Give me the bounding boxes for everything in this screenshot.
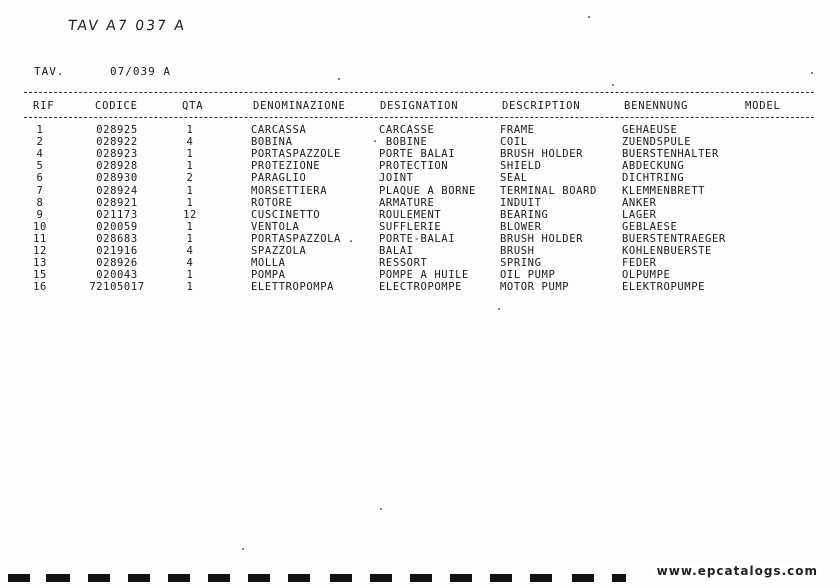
- cell-rif: 2: [36, 136, 44, 148]
- scan-speck: [612, 84, 614, 86]
- cell-codice: 028928: [96, 160, 138, 172]
- scan-speck: [338, 78, 340, 80]
- cell-qta: 4: [186, 136, 194, 148]
- cell-benennung: OLPUMPE: [622, 269, 671, 281]
- cell-rif: 13: [33, 257, 47, 269]
- cell-rif: 11: [33, 233, 47, 245]
- cell-rif: 15: [33, 269, 47, 281]
- cell-description: BRUSH HOLDER: [500, 148, 584, 160]
- header-description: DESCRIPTION: [502, 100, 581, 112]
- cell-codice: 028930: [96, 172, 138, 184]
- scan-speck: [242, 548, 244, 550]
- table-row: [0, 124, 840, 136]
- cell-description: BEARING: [500, 209, 549, 221]
- cell-qta: 1: [186, 221, 194, 233]
- table-row: [0, 136, 840, 148]
- watermark-text: www.epcatalogs.com: [653, 564, 822, 578]
- cell-benennung: ABDECKUNG: [622, 160, 685, 172]
- cell-denominazione: SPAZZOLA: [251, 245, 307, 257]
- cell-qta: 1: [186, 197, 194, 209]
- cell-benennung: ANKER: [622, 197, 657, 209]
- header-benennung: BENENNUNG: [624, 100, 689, 112]
- cell-benennung: ELEKTROPUMPE: [622, 281, 706, 293]
- cell-codice: 020043: [96, 269, 138, 281]
- header-rif: RIF: [33, 100, 55, 112]
- cell-qta: 1: [186, 148, 194, 160]
- cell-designation: ELECTROPOMPE: [379, 281, 463, 293]
- cell-designation: PORTE-BALAI: [379, 233, 456, 245]
- table-row: [0, 245, 840, 257]
- table-row: [0, 257, 840, 269]
- cell-denominazione: PORTASPAZZOLE: [251, 148, 341, 160]
- header-model: MODEL: [745, 100, 781, 112]
- cell-designation: JOINT: [379, 172, 414, 184]
- header-denominazione: DENOMINAZIONE: [253, 100, 346, 112]
- cell-designation: PLAQUE A BORNE: [379, 185, 476, 197]
- cell-codice: 72105017: [89, 281, 145, 293]
- cell-rif: 9: [36, 209, 44, 221]
- cell-denominazione: ELETTROPOMPA: [251, 281, 335, 293]
- header-qta: QTA: [182, 100, 204, 112]
- cell-qta: 1: [186, 281, 194, 293]
- header-designation: DESIGNATION: [380, 100, 459, 112]
- table-row: [0, 197, 840, 209]
- scan-speck: [498, 308, 500, 310]
- cell-codice: 028924: [96, 185, 138, 197]
- cell-qta: 12: [183, 209, 197, 221]
- cell-description: SPRING: [500, 257, 542, 269]
- cell-denominazione: MOLLA: [251, 257, 286, 269]
- cell-codice: 021173: [96, 209, 138, 221]
- cell-denominazione: ROTORE: [251, 197, 293, 209]
- cell-rif: 4: [36, 148, 44, 160]
- scan-speck: [811, 72, 813, 74]
- cell-qta: 4: [186, 257, 194, 269]
- cell-qta: 1: [186, 185, 194, 197]
- cell-benennung: KLEMMENBRETT: [622, 185, 706, 197]
- cell-benennung: LAGER: [622, 209, 657, 221]
- cell-designation: ROULEMENT: [379, 209, 442, 221]
- cell-designation: SUFFLERIE: [379, 221, 442, 233]
- cell-benennung: FEDER: [622, 257, 657, 269]
- cell-denominazione: VENTOLA: [251, 221, 300, 233]
- cell-benennung: BUERSTENHALTER: [622, 148, 719, 160]
- cell-designation: ARMATURE: [379, 197, 435, 209]
- cell-denominazione: CARCASSA: [251, 124, 307, 136]
- cell-description: MOTOR PUMP: [500, 281, 570, 293]
- cell-denominazione: PROTEZIONE: [251, 160, 321, 172]
- header-bottom-rule: [24, 117, 814, 118]
- cell-rif: 7: [36, 185, 44, 197]
- cell-designation: PORTE BALAI: [379, 148, 456, 160]
- table-row: [0, 172, 840, 184]
- scan-speck: [588, 16, 590, 18]
- cell-benennung: DICHTRING: [622, 172, 685, 184]
- cell-rif: 5: [36, 160, 44, 172]
- cell-denominazione: PARAGLIO: [251, 172, 307, 184]
- table-row: [0, 281, 840, 293]
- cell-codice: 020059: [96, 221, 138, 233]
- cell-qta: 2: [186, 172, 194, 184]
- table-row: [0, 209, 840, 221]
- cell-rif: 8: [36, 197, 44, 209]
- cell-description: OIL PUMP: [500, 269, 556, 281]
- table-row: [0, 185, 840, 197]
- cell-benennung: GEBLAESE: [622, 221, 678, 233]
- table-row: [0, 233, 840, 245]
- cell-rif: 16: [33, 281, 47, 293]
- table-row: [0, 148, 840, 160]
- cell-description: COIL: [500, 136, 528, 148]
- cell-rif: 12: [33, 245, 47, 257]
- table-row: [0, 160, 840, 172]
- cell-rif: 10: [33, 221, 47, 233]
- cell-denominazione: MORSETTIERA: [251, 185, 328, 197]
- cell-description: INDUIT: [500, 197, 542, 209]
- cell-qta: 1: [186, 160, 194, 172]
- tav-label: TAV.: [34, 65, 65, 78]
- cell-description: TERMINAL BOARD: [500, 185, 597, 197]
- cell-qta: 1: [186, 269, 194, 281]
- cell-codice: 021916: [96, 245, 138, 257]
- cell-codice: 028925: [96, 124, 138, 136]
- cell-benennung: KOHLENBUERSTE: [622, 245, 712, 257]
- cell-designation: BALAI: [379, 245, 414, 257]
- cell-codice: 028923: [96, 148, 138, 160]
- cell-rif: 1: [36, 124, 44, 136]
- handwritten-table-reference: TAV A7 037 A: [67, 18, 187, 34]
- cell-benennung: GEHAEUSE: [622, 124, 678, 136]
- cell-denominazione: BOBINA: [251, 136, 293, 148]
- cell-codice: 028926: [96, 257, 138, 269]
- cell-qta: 4: [186, 245, 194, 257]
- cell-rif: 6: [36, 172, 44, 184]
- cell-denominazione: POMPA: [251, 269, 286, 281]
- table-row: [0, 221, 840, 233]
- cell-description: BRUSH HOLDER: [500, 233, 584, 245]
- cell-codice: 028921: [96, 197, 138, 209]
- cell-designation: POMPE A HUILE: [379, 269, 469, 281]
- cell-description: SEAL: [500, 172, 528, 184]
- tav-value: 07/039 A: [110, 65, 171, 78]
- cell-designation: PROTECTION: [379, 160, 449, 172]
- cell-denominazione: PORTASPAZZOLA .: [251, 233, 355, 245]
- cell-designation: RESSORT: [379, 257, 428, 269]
- cell-designation: · BOBINE: [372, 136, 428, 148]
- cell-denominazione: CUSCINETTO: [251, 209, 321, 221]
- table-row: [0, 269, 840, 281]
- cell-qta: 1: [186, 124, 194, 136]
- header-top-rule: [24, 92, 814, 93]
- header-codice: CODICE: [95, 100, 138, 112]
- cell-description: BLOWER: [500, 221, 542, 233]
- cell-benennung: ZUENDSPULE: [622, 136, 692, 148]
- cell-qta: 1: [186, 233, 194, 245]
- cell-description: SHIELD: [500, 160, 542, 172]
- cell-benennung: BUERSTENTRAEGER: [622, 233, 726, 245]
- cell-codice: 028922: [96, 136, 138, 148]
- scan-speck: [380, 508, 382, 510]
- cell-designation: CARCASSE: [379, 124, 435, 136]
- cell-codice: 028683: [96, 233, 138, 245]
- cell-description: BRUSH: [500, 245, 535, 257]
- cell-description: FRAME: [500, 124, 535, 136]
